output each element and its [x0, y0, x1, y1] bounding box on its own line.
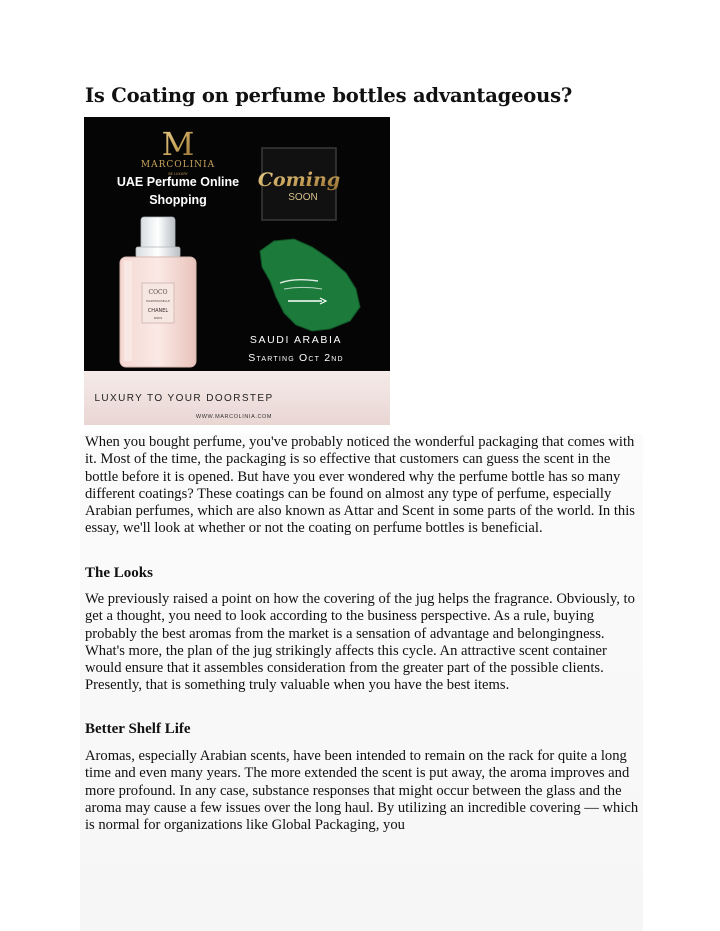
section-body-looks: We previously raised a point on how the covering of the jug helps the fragrance. Obviously, to get a thought, you need to look according to the business perspective. As a rule, buying probably the best aromas from the market is a sensation of advantage and belongingness. What's more, the plan of the jug strikingly affects this cycle. An attractive scent container would ensure that it assembles consideration from the greater part of the possible clients. Presently, that is something truly valuable when you have the best items. — [85, 591, 635, 694]
saudi-flag-map — [260, 239, 360, 331]
brand-subtitle: BE LUXURY — [168, 172, 188, 176]
bottle-label-mademoiselle: MADEMOISELLE — [146, 299, 170, 303]
brand-name: MARCOLINIA — [140, 160, 216, 170]
coming-soon-badge — [258, 148, 340, 220]
intro-paragraph: When you bought perfume, you've probably noticed the wonderful packaging that comes with it. Most of the time, the packaging is so effective that customers can guess the scent in the bottle before it is opened. But have you ever wondered why the perfume bottle has so many different coatings? These coatings can be found on almost any type of perfume, especially Arabian perfumes, which are also known as Attar and Scent in some parts of the world. In this essay, we'll look at whether or not the coating on perfume bottles is beneficial. — [85, 434, 635, 537]
soon-text: SOON — [288, 192, 318, 203]
tagline-text: Luxury to your doorstep — [94, 393, 274, 404]
bottle-label-chanel: CHANEL — [147, 308, 169, 314]
bottle-label-coco: COCO — [148, 289, 168, 296]
banner-headline-line2: Shopping — [149, 193, 207, 207]
promo-banner — [84, 117, 390, 425]
article-title: Is Coating on perfume bottles advantageous? — [85, 84, 573, 107]
website-text: WWW.MARCOLINIA.COM — [195, 414, 273, 420]
coming-text: Coming — [257, 169, 341, 191]
starting-date-text: Starting Oct 2nd — [248, 352, 344, 364]
perfume-bottle — [120, 217, 196, 367]
logo-letter: M — [161, 125, 195, 163]
section-heading-looks: The Looks — [85, 565, 153, 581]
section-heading-shelf-life: Better Shelf Life — [85, 721, 191, 737]
bottle-label-paris: PARIS — [153, 316, 163, 320]
section-body-shelf-life: Aromas, especially Arabian scents, have been intended to remain on the rack for quite a long time and even many years. The more extended the scent is put away, the aroma improves and more profound. In any case, substance responses that might occur between the glass and the aroma may cause a few issues over the long haul. By utilizing an incredible covering — which is normal for organizations like Global Packaging, you — [85, 748, 639, 834]
banner-headline-line1: UAE Perfume Online — [116, 175, 240, 189]
promo-banner-art — [84, 117, 390, 425]
country-text: Saudi Arabia — [249, 334, 343, 346]
